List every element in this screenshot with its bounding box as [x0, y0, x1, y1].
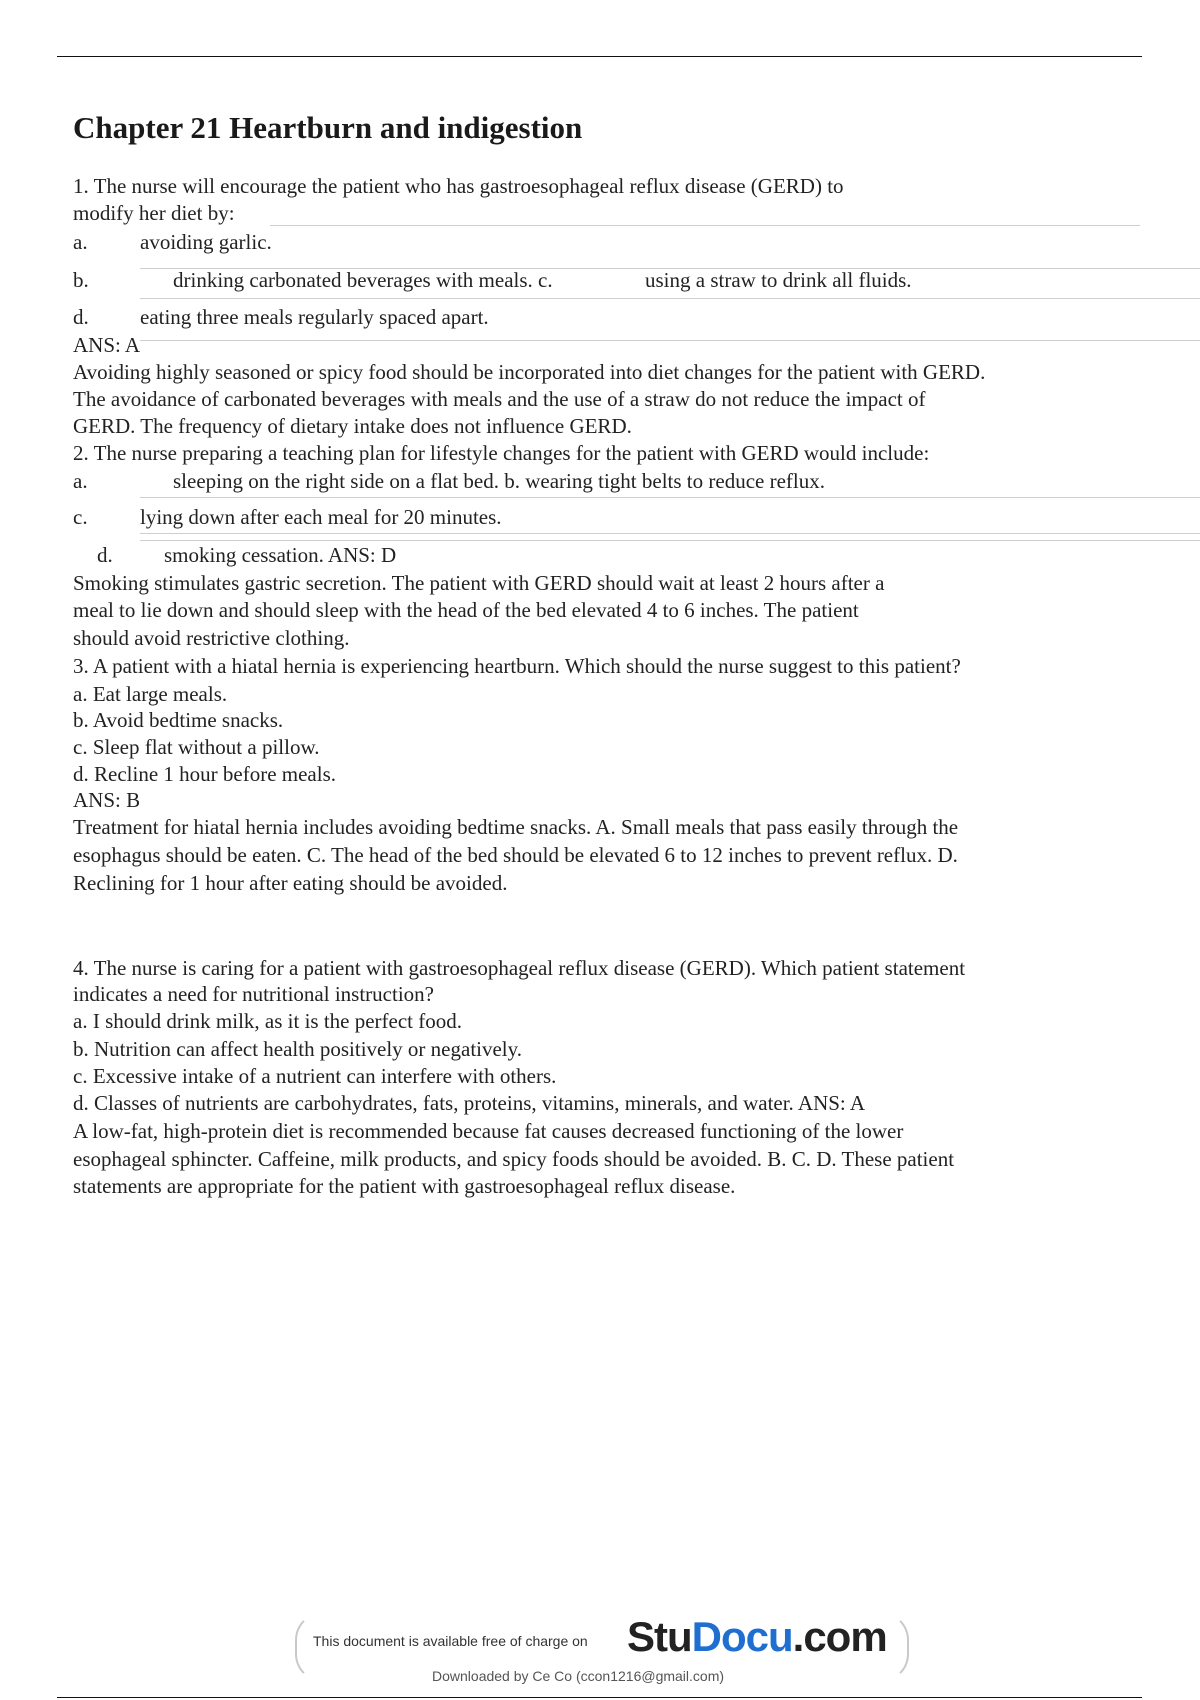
q3-option-b: b. Avoid bedtime snacks. — [73, 708, 284, 732]
q1-answer: ANS: A — [73, 333, 141, 357]
q3-option-a: a. Eat large meals. — [73, 682, 228, 706]
q1-rationale-line3: GERD. The frequency of dietary intake does not influence GERD. — [73, 414, 632, 438]
chapter-title: Chapter 21 Heartburn and indigestion — [73, 110, 583, 145]
q1-option-a-letter: a. — [73, 230, 88, 254]
q1-option-d: eating three meals regularly spaced apart. — [140, 305, 489, 329]
q3-answer: ANS: B — [73, 788, 141, 812]
divider — [140, 298, 1200, 299]
q4-rationale-line1: A low-fat, high-protein diet is recommended because fat causes decreased functioning of the lower — [73, 1119, 904, 1143]
q2-option-a-b: sleeping on the right side on a flat bed. b. wearing tight belts to reduce reflux. — [173, 469, 825, 493]
divider — [140, 497, 1200, 498]
q4-stem-line2: indicates a need for nutritional instruction? — [73, 982, 434, 1006]
divider — [140, 340, 1200, 341]
q4-rationale-line3: statements are appropriate for the patient with gastroesophageal reflux disease. — [73, 1174, 736, 1198]
q3-stem: 3. A patient with a hiatal hernia is experiencing heartburn. Which should the nurse suggest to this patient? — [73, 654, 961, 678]
logo-com: .com — [792, 1613, 887, 1660]
top-rule — [57, 56, 1142, 57]
q3-option-d: d. Recline 1 hour before meals. — [73, 762, 336, 786]
q2-option-a-letter: a. — [73, 469, 88, 493]
q3-rationale-line3: Reclining for 1 hour after eating should be avoided. — [73, 871, 508, 895]
q4-option-d: d. Classes of nutrients are carbohydrates, fats, proteins, vitamins, minerals, and water. ANS: A — [73, 1091, 866, 1115]
logo-stu: Stu — [627, 1613, 692, 1660]
logo-docu: Docu — [691, 1613, 793, 1660]
q1-rationale-line2: The avoidance of carbonated beverages with meals and the use of a straw do not reduce the impact of — [73, 387, 926, 411]
q2-option-c: lying down after each meal for 20 minutes. — [140, 505, 502, 529]
q2-stem: 2. The nurse preparing a teaching plan for lifestyle changes for the patient with GERD would include: — [73, 441, 930, 465]
q3-rationale-line2: esophagus should be eaten. C. The head of the bed should be elevated 6 to 12 inches to prevent reflux. D. — [73, 843, 958, 867]
q1-stem-line1: 1. The nurse will encourage the patient who has gastroesophageal reflux disease (GERD) to — [73, 174, 844, 198]
studocu-logo[interactable] — [627, 1613, 887, 1661]
q3-option-c: c. Sleep flat without a pillow. — [73, 735, 320, 759]
q1-option-c: using a straw to drink all fluids. — [645, 268, 912, 292]
q2-option-d: smoking cessation. ANS: D — [164, 543, 397, 567]
availability-note: This document is available free of charge on — [313, 1633, 588, 1649]
q1-stem-line2: modify her diet by: — [73, 201, 235, 225]
q3-rationale-line1: Treatment for hiatal hernia includes avoiding bedtime snacks. A. Small meals that pass easily through the — [73, 815, 959, 839]
q2-rationale-line1: Smoking stimulates gastric secretion. The patient with GERD should wait at least 2 hours after a — [73, 571, 885, 595]
q4-option-c: c. Excessive intake of a nutrient can interfere with others. — [73, 1064, 557, 1088]
download-credit: Downloaded by Ce Co (ccon1216@gmail.com) — [432, 1668, 725, 1684]
q4-rationale-line2: esophageal sphincter. Caffeine, milk products, and spicy foods should be avoided. B. C. D. These patient — [73, 1147, 955, 1171]
q1-option-a: avoiding garlic. — [140, 230, 272, 254]
divider — [270, 225, 1140, 226]
q2-option-c-letter: c. — [73, 505, 88, 529]
q1-option-b-c: drinking carbonated beverages with meals. c. — [173, 268, 553, 292]
q4-option-a: a. I should drink milk, as it is the perfect food. — [73, 1009, 463, 1033]
divider — [140, 540, 1200, 541]
q1-rationale-line1: Avoiding highly seasoned or spicy food should be incorporated into diet changes for the patient with GERD. — [73, 360, 986, 384]
q1-option-b-letter: b. — [73, 268, 89, 292]
q2-rationale-line2: meal to lie down and should sleep with the head of the bed elevated 4 to 6 inches. The patient — [73, 598, 859, 622]
q1-option-d-letter: d. — [73, 305, 89, 329]
divider — [140, 533, 1200, 534]
q2-rationale-line3: should avoid restrictive clothing. — [73, 626, 350, 650]
q2-option-d-letter: d. — [97, 543, 113, 567]
q4-option-b: b. Nutrition can affect health positively or negatively. — [73, 1037, 523, 1061]
q4-stem-line1: 4. The nurse is caring for a patient with gastroesophageal reflux disease (GERD). Which patient statement — [73, 956, 966, 980]
bottom-rule — [57, 1697, 1142, 1698]
